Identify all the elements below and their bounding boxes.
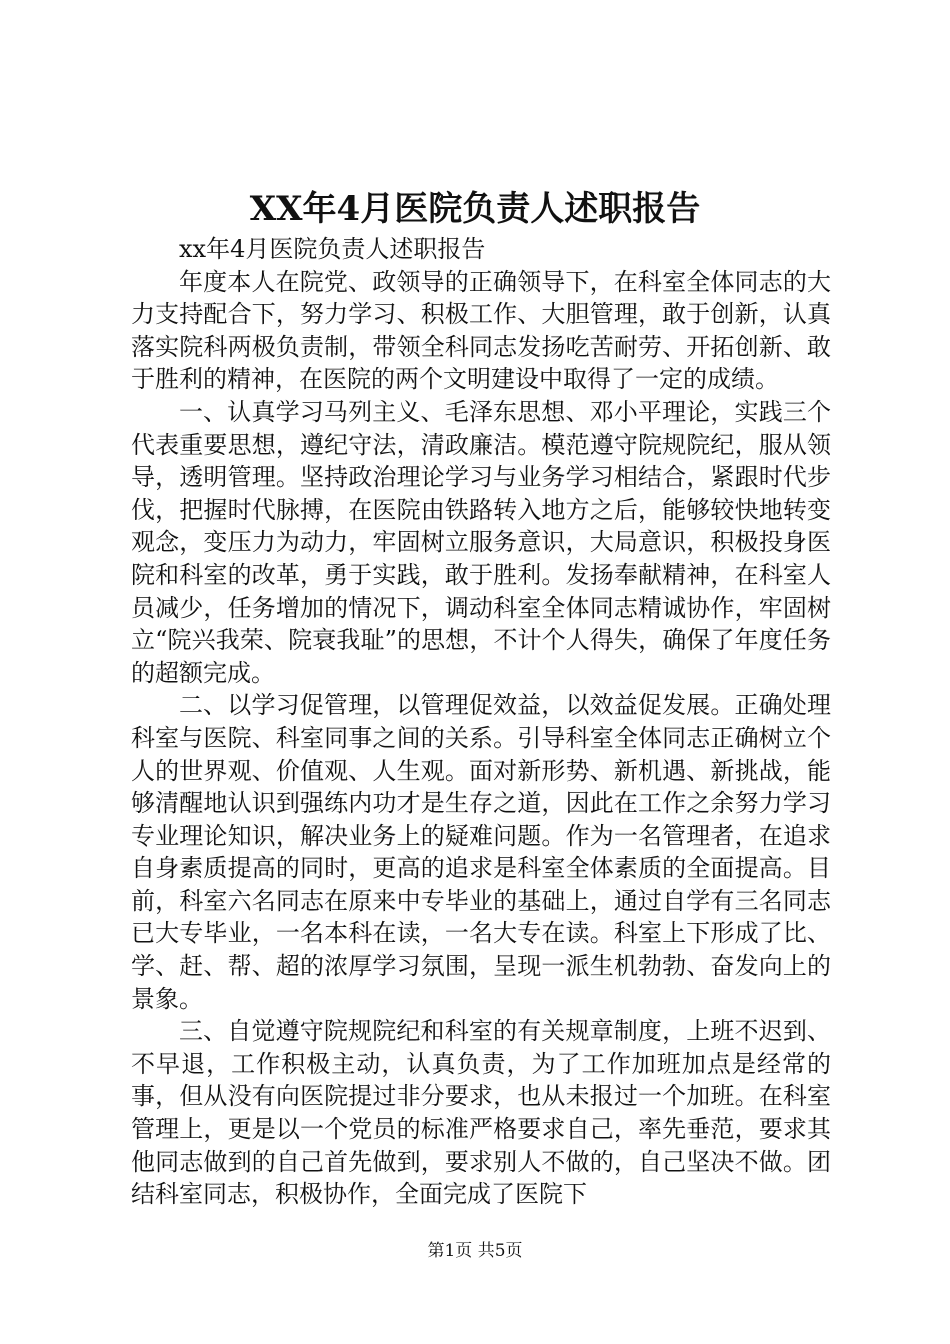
paragraph-section-2: 二、以学习促管理，以管理促效益，以效益促发展。正确处理科室与医院、科室同事之间的关系。引导科室全体同志正确树立个人的世界观、价值观、人生观。面对新形势、新机遇、新挑战，能够清醒地认识到强练内功才是生存之道，因此在工作之余努力学习专业理论知识，解决业务上的疑难问题。作为一名管理者，在追求自身素质提高的同时，更高的追求是科室全体素质的全面提高。目前，科室六名同志在原来中专毕业的基础上，通过自学有三名同志已大专毕业，一名本科在读，一名大专在读。科室上下形成了比、学、赶、帮、超的浓厚学习氛围，呈现一派生机勃勃、奋发向上的景象。 [131,691,831,1013]
document-body [131,233,831,1211]
paragraph-section-1: 一、认真学习马列主义、毛泽东思想、邓小平理论，实践三个代表重要思想，遵纪守法，清政廉洁。模范遵守院规院纪，服从领导，透明管理。坚持政治理论学习与业务学习相结合，紧跟时代步伐，把握时代脉搏，在医院由铁路转入地方之后，能够较快地转变观念，变压力为动力，牢固树立服务意识，大局意识，积极投身医院和科室的改革，勇于实践，敢于胜利。发扬奉献精神，在科室人员减少，任务增加的情况下，调动科室全体同志精诚协作，牢固树立“院兴我荣、院衰我耻”的思想，不计个人得失，确保了年度任务的超额完成。 [131,397,831,687]
document-title: XX年4月医院负责人述职报告 [249,189,701,229]
document-subtitle: xx年4月医院负责人述职报告 [179,235,486,263]
page-number-footer: 第1页 共5页 [427,1241,523,1261]
paragraph-section-3: 三、自觉遵守院规院纪和科室的有关规章制度，上班不迟到、不早退，工作积极主动，认真负责，为了工作加班加点是经常的事，但从没有向医院提过非分要求，也从未报过一个加班。在科室管理上，更是以一个党员的标准严格要求自己，率先垂范，要求其他同志做到的自己首先做到，要求别人不做的，自己坚决不做。团结科室同志，积极协作，全面完成了医院下 [131,1017,831,1209]
paragraph-intro: 年度本人在院党、政领导的正确领导下，在科室全体同志的大力支持配合下，努力学习、积极工作、大胆管理，敢于创新，认真落实院科两极负责制，带领全科同志发扬吃苦耐劳、开拓创新、敢于胜利的精神，在医院的两个文明建设中取得了一定的成绩。 [131,267,831,394]
